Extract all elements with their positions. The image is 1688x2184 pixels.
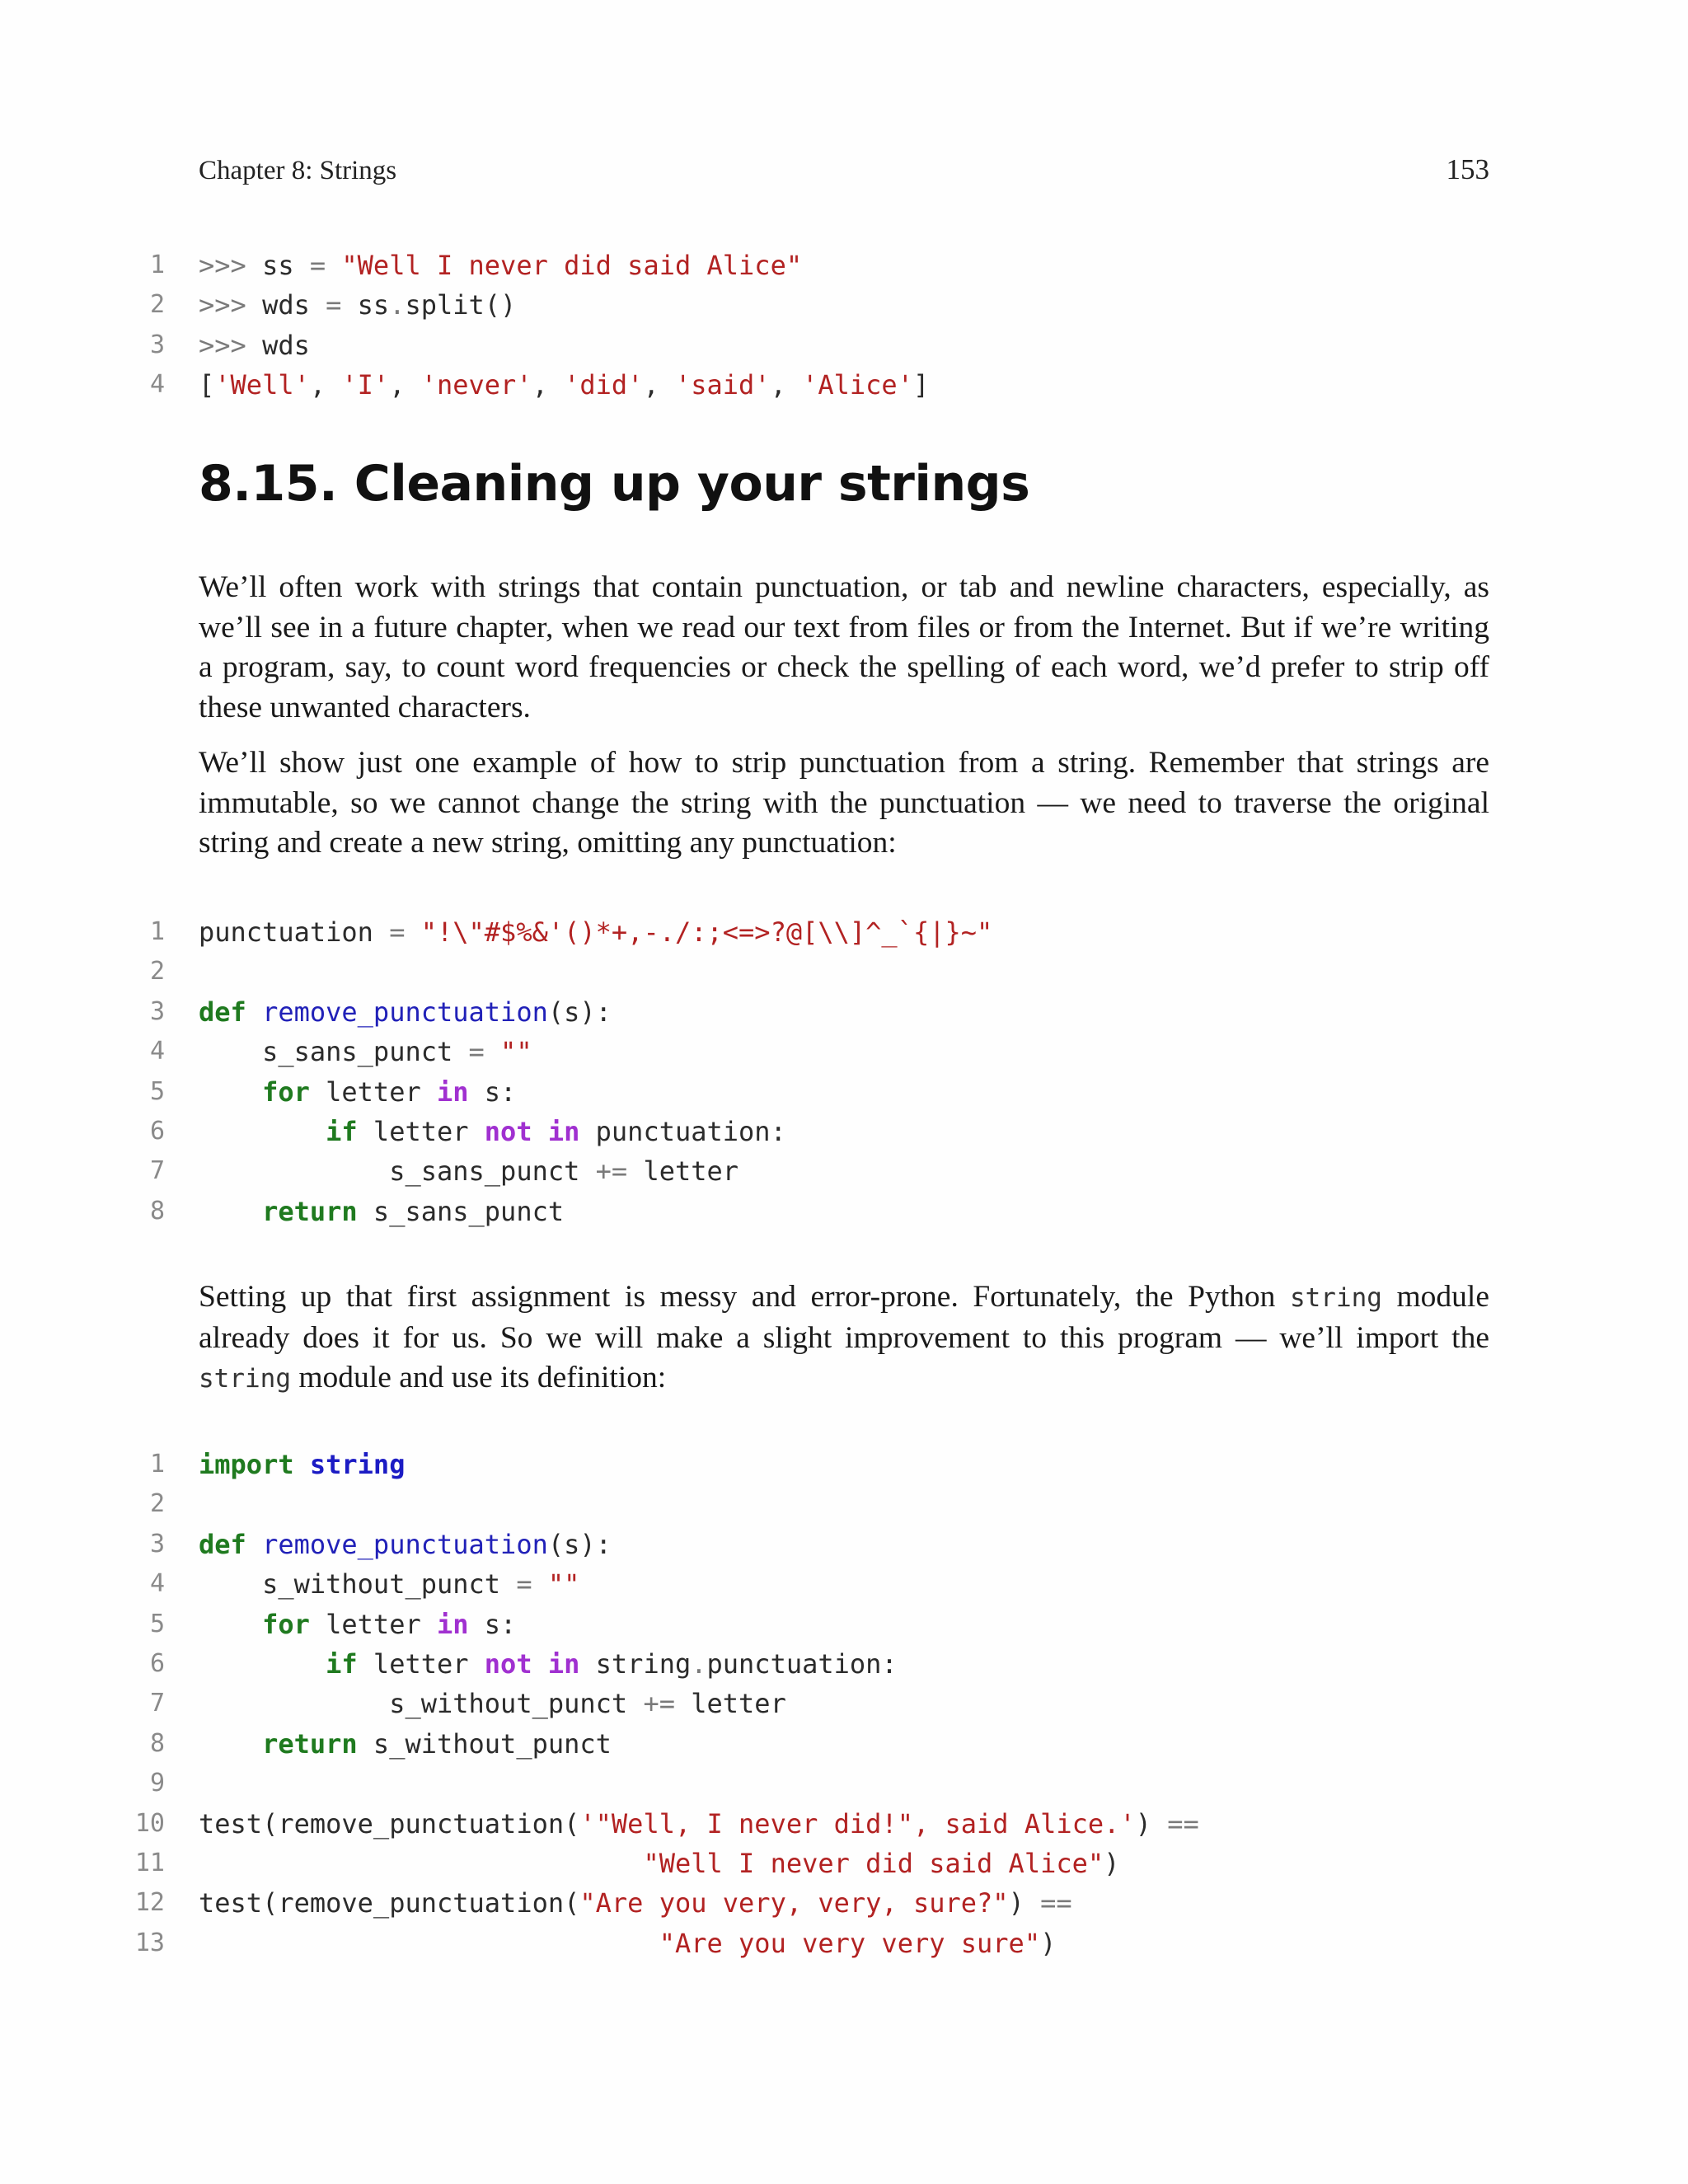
code-token: wds (262, 289, 326, 321)
code-line (0, 1445, 1688, 1484)
code-line (0, 952, 1688, 991)
code-token: == (1167, 1807, 1199, 1840)
code-line (0, 992, 1688, 1032)
code-token: s_without_punct (199, 1688, 644, 1720)
code-token: string (579, 1647, 692, 1680)
code-token (199, 1196, 262, 1227)
line-number: 3 (149, 1529, 165, 1558)
code-line (0, 1564, 1688, 1604)
code-line (0, 1804, 1688, 1844)
code-token: letter (309, 1608, 437, 1640)
code-token: ss (262, 250, 310, 281)
code-token (326, 250, 341, 281)
code-token: "" (547, 1568, 580, 1601)
code-token: in (436, 1608, 469, 1640)
code-token: punctuation (199, 916, 390, 948)
code-token: 'said' (674, 369, 771, 401)
code-token: ss (341, 289, 390, 321)
code-token: string (309, 1449, 406, 1480)
code-text (199, 1112, 786, 1151)
code-token: , (309, 369, 342, 401)
code-token: = (389, 916, 406, 948)
code-line (0, 1684, 1688, 1723)
code-text (199, 1924, 1056, 1963)
page-number: 153 (1446, 153, 1489, 185)
line-number: 7 (149, 1689, 165, 1718)
code-text (199, 1844, 1119, 1883)
code-text (199, 1883, 1072, 1923)
paragraph-string-module (199, 1277, 1489, 1399)
code-token: . (691, 1647, 707, 1680)
code-text (199, 1192, 564, 1231)
code-text (199, 1684, 786, 1723)
code-line (0, 1764, 1688, 1803)
code-token: "Are you very very sure" (659, 1927, 1041, 1959)
line-number: 9 (149, 1769, 165, 1798)
code-token: not (484, 1647, 532, 1680)
code-token: letter (357, 1115, 485, 1147)
code-text (199, 1525, 612, 1564)
code-line (0, 1644, 1688, 1684)
code-token: letter (309, 1076, 437, 1108)
code-token: , (643, 369, 675, 401)
code-block-remove-punctuation-manual (0, 912, 1688, 1231)
code-line (0, 326, 1688, 365)
code-token: punctuation: (579, 1115, 786, 1147)
section-heading: 8.15. Cleaning up your strings (199, 455, 1030, 513)
code-token (405, 916, 420, 948)
code-token: '"Well, I never did!", said Alice.' (579, 1807, 1136, 1840)
code-token (199, 1928, 659, 1959)
code-token: letter (627, 1155, 739, 1188)
line-number: 1 (149, 1450, 165, 1479)
code-token (199, 1848, 643, 1879)
code-text (199, 1644, 898, 1684)
chapter-title: Chapter 8: Strings (199, 156, 397, 185)
code-token: ) (1040, 1927, 1057, 1959)
line-number: 12 (134, 1888, 165, 1918)
paragraph-text: Setting up that first assignment is messy and error-prone. Fortunately, the Python (199, 1280, 1290, 1314)
code-token: punctuation: (706, 1647, 898, 1680)
code-token (294, 1449, 310, 1480)
code-block-split-example (0, 246, 1688, 405)
line-number: 2 (149, 957, 165, 987)
code-line (0, 365, 1688, 405)
paragraph-strip-example: We’ll show just one example of how to strip punctuation from a string. Remember that strings are immutable, so we cannot change the string with the punctuation — we need to traverse the original string and create a new string, omitting any punctuation: (199, 746, 1489, 860)
line-number: 4 (149, 1037, 165, 1066)
code-token: = (468, 1036, 485, 1068)
code-token (199, 1648, 326, 1680)
line-number: 10 (134, 1808, 165, 1838)
code-token: def (199, 1528, 246, 1560)
code-token: return (262, 1195, 358, 1227)
code-token: if (326, 1115, 358, 1147)
code-token: (s): (547, 1528, 612, 1560)
code-token (199, 1728, 262, 1760)
line-number: 4 (149, 370, 165, 400)
code-text (199, 365, 929, 405)
code-text (199, 246, 802, 285)
line-number: 8 (149, 1196, 165, 1226)
code-line (0, 1844, 1688, 1883)
code-token: return (262, 1727, 358, 1760)
line-number: 2 (149, 1489, 165, 1519)
code-token: test(remove_punctuation( (199, 1807, 580, 1840)
code-token: ) (1008, 1887, 1041, 1919)
line-number: 5 (149, 1609, 165, 1638)
code-block-remove-punctuation-string-module (0, 1445, 1688, 1963)
code-line (0, 246, 1688, 285)
code-text (199, 285, 516, 325)
code-token: = (326, 289, 342, 321)
code-token: "Are you very, very, sure?" (579, 1887, 1009, 1919)
code-token: s_without_punct (357, 1727, 612, 1760)
code-token: ] (912, 369, 930, 401)
code-token: = (309, 250, 326, 281)
line-number: 6 (149, 1648, 165, 1678)
code-line (0, 1484, 1688, 1524)
code-token: letter (357, 1647, 485, 1680)
code-token: 'Well' (214, 369, 310, 401)
code-token: in (436, 1076, 469, 1108)
code-token: 'did' (564, 369, 644, 401)
code-token (199, 1116, 326, 1147)
code-token: , (532, 369, 565, 401)
code-token: in (547, 1647, 580, 1680)
code-line (0, 912, 1688, 952)
code-text (199, 912, 992, 952)
code-token: for (262, 1608, 310, 1640)
line-number: 4 (149, 1569, 165, 1599)
code-token: s_sans_punct (199, 1036, 469, 1068)
code-text (199, 1564, 579, 1604)
code-token: >>> (199, 329, 263, 361)
code-token: ) (1104, 1847, 1120, 1879)
line-number: 1 (149, 251, 165, 279)
code-text (199, 1724, 612, 1764)
paragraph-text: module already does it for us. So we will make a slight improvement to this program — we’ll import the (199, 1280, 1489, 1355)
code-token: >>> (199, 289, 263, 321)
line-number: 1 (149, 917, 165, 946)
line-number: 5 (149, 1076, 165, 1106)
code-token: , (389, 369, 421, 401)
code-text (199, 326, 310, 365)
line-number: 3 (149, 996, 165, 1026)
code-token: s: (468, 1076, 517, 1108)
code-token: 'never' (420, 369, 532, 401)
line-number: 7 (149, 1156, 165, 1186)
code-token: letter (674, 1688, 786, 1720)
code-token: s_without_punct (199, 1568, 517, 1601)
code-line (0, 1151, 1688, 1191)
code-token: += (595, 1155, 628, 1188)
code-token: test(remove_punctuation( (199, 1887, 580, 1919)
code-token: remove_punctuation (262, 1528, 548, 1560)
code-line (0, 285, 1688, 325)
code-line (0, 1192, 1688, 1231)
line-number: 8 (149, 1728, 165, 1758)
line-number: 13 (134, 1928, 165, 1957)
code-token (532, 1116, 548, 1147)
line-number: 2 (149, 290, 165, 320)
code-line (0, 1032, 1688, 1071)
code-token: "!\"#$%&'()*+,-./:;<=>?@[\\]^_`{|}~" (420, 916, 993, 948)
code-token: import (199, 1449, 294, 1480)
code-text (199, 1445, 405, 1484)
code-token: (s): (547, 996, 612, 1028)
code-line (0, 1072, 1688, 1112)
code-token: split() (405, 289, 517, 321)
code-token (532, 1568, 548, 1600)
code-line (0, 1724, 1688, 1764)
code-text (199, 992, 612, 1032)
code-token: , (770, 369, 803, 401)
code-token (199, 1609, 262, 1640)
code-text (199, 1072, 516, 1112)
code-token (199, 1076, 262, 1108)
code-token: == (1040, 1887, 1072, 1919)
code-token: if (326, 1647, 358, 1680)
code-token: += (643, 1688, 675, 1720)
code-token: s: (468, 1608, 517, 1640)
code-text (199, 1032, 532, 1071)
code-token: ) (1135, 1807, 1168, 1840)
code-token: . (389, 289, 406, 321)
code-token: not (484, 1115, 532, 1147)
inline-code: string (1289, 1283, 1382, 1313)
paragraph-text: module and use its definition: (290, 1361, 667, 1394)
line-number: 6 (149, 1116, 165, 1146)
paragraph-intro: We’ll often work with strings that contain punctuation, or tab and newline characters, especially, as we’ll see in a future chapter, when we read our text from files or from the Internet. But if we’re writing a program, say, to count word frequencies or check the spelling of each word, we’d prefer to strip off these unwanted characters. (199, 570, 1489, 724)
code-text (199, 1804, 1199, 1844)
code-line (0, 1525, 1688, 1564)
code-token (532, 1648, 548, 1680)
code-line (0, 1112, 1688, 1151)
code-token: def (199, 996, 246, 1028)
code-token: >>> (199, 250, 263, 281)
code-text (199, 1151, 738, 1191)
code-text (199, 1605, 516, 1644)
code-token: wds (262, 329, 310, 361)
code-token: "Well I never did said Alice" (643, 1847, 1104, 1879)
code-token: s_sans_punct (357, 1195, 565, 1227)
code-token (485, 1036, 500, 1067)
code-token: [ (199, 369, 215, 401)
code-token: 'I' (341, 369, 390, 401)
code-token: = (516, 1568, 532, 1601)
code-line (0, 1883, 1688, 1923)
code-token: 'Alice' (802, 369, 913, 401)
code-token: "" (500, 1036, 532, 1068)
code-line (0, 1924, 1688, 1963)
line-number: 3 (149, 330, 165, 359)
code-token: "Well I never did said Alice" (341, 250, 803, 281)
code-token (246, 1529, 262, 1560)
inline-code: string (199, 1364, 291, 1394)
code-token: remove_punctuation (262, 996, 548, 1028)
code-token: s_sans_punct (199, 1155, 596, 1188)
line-number: 11 (134, 1848, 165, 1877)
code-token: for (262, 1076, 310, 1108)
code-token: in (547, 1115, 580, 1147)
code-line (0, 1605, 1688, 1644)
code-token (246, 996, 262, 1028)
running-header (199, 153, 1489, 186)
